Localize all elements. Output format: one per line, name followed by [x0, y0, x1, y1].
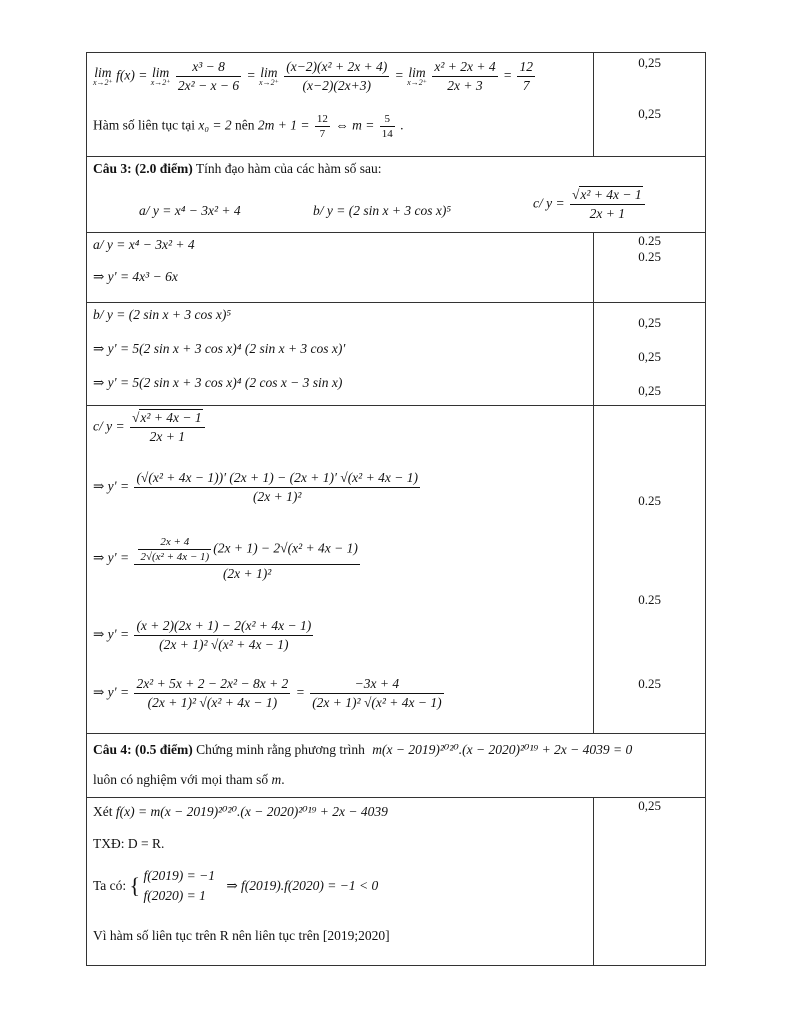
grading-table — [86, 52, 706, 966]
part-a-line-1: a/ y = x⁴ − 3x² + 4 — [93, 237, 195, 252]
continuity-solution — [87, 53, 594, 157]
part-c-solution — [87, 406, 594, 734]
continuity-scores — [594, 53, 706, 157]
question-4-scores — [594, 798, 706, 966]
limit-line: lim x→2⁺ f(x) = lim x→2⁺ $\frac{\text{x³ − 8}}{\text{2x² − x − 6}}$ = lim x→2⁺ $\frac{\text{(x−2)(x² + 2x + 4)}}{(x-2)(2x+3)}$ = lim x→2⁺ $\frac{\text{x² + 2x + 4}}{2x + 3}$ = $\frac{12}{7}$ — [93, 59, 533, 93]
part-c-line-4: ⇒ y' = $\frac{\text{(x + 2)(2x + 1) − 2(x² + 4x − 1)}}{\text{(2x + 1)² √(x² + 4x − 1)}}$ — [93, 618, 312, 652]
score: 0,25 — [638, 55, 661, 70]
question-3 — [87, 157, 706, 233]
question-4-solution — [87, 798, 594, 966]
part-c-scores — [594, 406, 706, 734]
score: 0.25 — [638, 493, 661, 508]
row-part-a — [87, 233, 706, 303]
part-c-line-2: ⇒ y' = $\frac{\text{(√(x² + 4x − 1))′ (2x + 1) − (2x + 1)′ √(x² + 4x − 1)}}{\text{(2x + 1)²}}$ — [93, 470, 418, 504]
score: 0,25 — [638, 315, 661, 330]
score: 0,25 — [638, 106, 661, 121]
question-3-heading: Câu 3: (2.0 điểm) Tính đạo hàm của các hàm số sau: — [93, 161, 382, 176]
question-3c: c/ y = $\frac{\text{√x² + 4x − 1}}{2x + 1}$ — [533, 187, 647, 222]
row-question-4 — [87, 734, 706, 798]
score: 0.25 — [638, 592, 661, 607]
question-4-heading: Câu 4: (0.5 điểm) Chứng minh rằng phương trình m(x − 2019)²⁰²⁰.(x − 2020)²⁰¹⁹ + 2x − 4039 = 0 — [93, 742, 633, 757]
row-continuity — [87, 53, 706, 157]
score: 0,25 — [638, 798, 661, 813]
question-4 — [87, 734, 706, 798]
q4-line-4: Vì hàm số liên tục trên R nên liên tục trên [2019;2020] — [93, 928, 390, 943]
q4-line-3: Ta có: { f(2019) = −1 f(2020) = 1 ⇒ f(2019).f(2020) = −1 < 0 — [93, 868, 379, 904]
part-b-scores — [594, 303, 706, 406]
part-c-line-3: ⇒ y' = $\frac{2x + 4}{\text{2√(x² + 4x − 1)}}$ (2x + 1) − 2√(x² + 4x − 1) (2x + 1)² — [93, 536, 358, 581]
score: 0.25 — [638, 249, 661, 264]
part-b-line-1: b/ y = (2 sin x + 3 cos x)⁵ — [93, 307, 232, 322]
part-b-solution — [87, 303, 594, 406]
part-a-line-2: ⇒ y' = 4x³ − 6x — [93, 269, 178, 284]
continuity-line: Hàm số liên tục tại x₀ = 2 nên 2m + 1 = $\frac{12}{7}$ ⇔ m = $\frac{5}{14}$ . — [93, 113, 404, 140]
row-part-c — [87, 406, 706, 734]
part-c-line-1: c/ y = $\frac{\text{√x² + 4x − 1}}{2x + 1}$ — [93, 410, 207, 445]
score: 0,25 — [638, 349, 661, 364]
q4-line-1: Xét f(x) = m(x − 2019)²⁰²⁰.(x − 2020)²⁰¹⁹ + 2x − 4039 — [93, 804, 388, 819]
score: 0.25 — [638, 676, 661, 691]
row-question-3 — [87, 157, 706, 233]
part-b-line-2: ⇒ y' = 5(2 sin x + 3 cos x)⁴ (2 sin x + 3 cos x)′ — [93, 341, 346, 356]
question-4-line-2: luôn có nghiệm với mọi tham số m. — [93, 772, 285, 787]
part-c-line-5: ⇒ y' = $\frac{\text{2x² + 5x + 2 − 2x² − 8x + 2}}{\text{(2x + 1)² √(x² + 4x − 1)}}$ = $\frac{-3x + 4}{\text{(2x + 1)² √(x² + 4x − 1)}}$ — [93, 676, 442, 710]
part-a-solution — [87, 233, 594, 303]
row-question-4-solution — [87, 798, 706, 966]
question-3a: a/ y = x⁴ − 3x² + 4 — [139, 203, 241, 218]
row-part-b — [87, 303, 706, 406]
part-a-scores — [594, 233, 706, 303]
q4-line-2: TXĐ: D = R. — [93, 836, 165, 851]
question-3b: b/ y = (2 sin x + 3 cos x)⁵ — [313, 203, 452, 218]
part-b-line-3: ⇒ y' = 5(2 sin x + 3 cos x)⁴ (2 cos x − 3 sin x) — [93, 375, 343, 390]
score: 0.25 — [638, 233, 661, 248]
score: 0,25 — [638, 383, 661, 398]
